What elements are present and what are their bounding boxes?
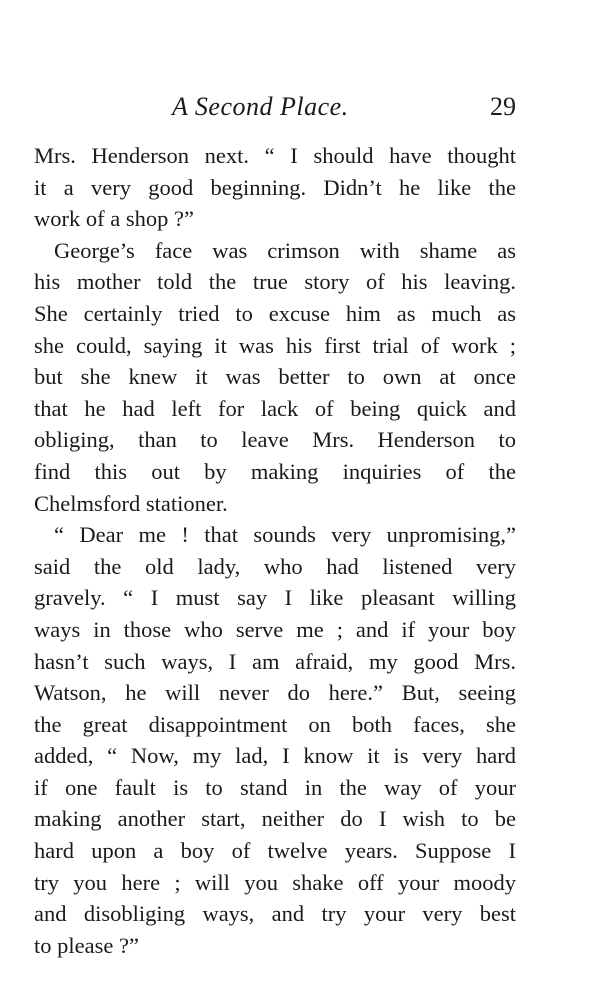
text-line: that he had left for lack of being quick and bbox=[34, 395, 516, 421]
text-line: it a very good beginning. Didn’t he like the bbox=[34, 174, 516, 200]
text-line: ways in those who serve me ; and if your boy bbox=[34, 616, 516, 642]
text-line: to please ?” bbox=[34, 932, 139, 958]
text-line: Watson, he will never do here.” But, seeing bbox=[34, 680, 516, 706]
text-line: hard upon a boy of twelve years. Suppose I bbox=[34, 838, 516, 864]
text-line: obliging, than to leave Mrs. Henderson to bbox=[34, 427, 516, 453]
text-line: but she knew it was better to own at once bbox=[34, 364, 516, 390]
text-line: added, “ Now, my lad, I know it is very hard bbox=[34, 743, 516, 769]
text-line: if one fault is to stand in the way of your bbox=[34, 774, 516, 800]
text-line: making another start, neither do I wish to be bbox=[34, 806, 516, 832]
text-line: hasn’t such ways, I am afraid, my good Mrs. bbox=[34, 648, 516, 674]
text-line: and disobliging ways, and try your very best bbox=[34, 901, 516, 927]
text-line: try you here ; will you shake off your moody bbox=[34, 869, 516, 895]
text-line: she could, saying it was his first trial of work ; bbox=[34, 332, 516, 358]
text-line: Chelmsford stationer. bbox=[34, 490, 228, 516]
text-line: “ Dear me ! that sounds very unpromising,” bbox=[54, 522, 516, 548]
body-text bbox=[34, 140, 516, 961]
text-line: George’s face was crimson with shame as bbox=[54, 237, 516, 263]
running-head bbox=[34, 92, 516, 132]
text-line: gravely. “ I must say I like pleasant willing bbox=[34, 585, 516, 611]
running-title: A Second Place. bbox=[172, 92, 349, 121]
text-line: his mother told the true story of his leaving. bbox=[34, 269, 516, 295]
text-line: Mrs. Henderson next. “ I should have thought bbox=[34, 143, 516, 168]
text-line: the great disappointment on both faces, she bbox=[34, 711, 516, 737]
text-line: said the old lady, who had listened very bbox=[34, 553, 516, 579]
text-line: She certainly tried to excuse him as much as bbox=[34, 300, 516, 326]
text-line: find this out by making inquiries of the bbox=[34, 458, 516, 484]
text-line: work of a shop ?” bbox=[34, 206, 194, 232]
page-number: 29 bbox=[490, 92, 516, 121]
